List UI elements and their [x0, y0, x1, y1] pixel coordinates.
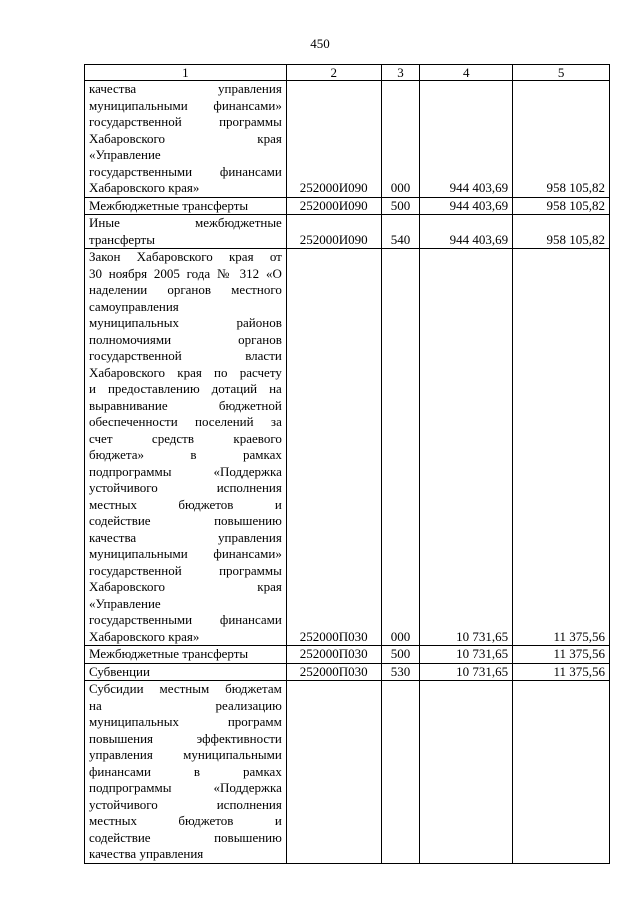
description-line: наделении органов местного — [89, 282, 282, 297]
description-line: подпрограммы «Поддержка — [89, 463, 282, 479]
expense-type-code — [381, 681, 420, 864]
target-article-code: 252000И090 — [286, 81, 381, 198]
description-line: муниципальных районов — [89, 315, 282, 330]
description-line: трансферты — [89, 231, 155, 247]
description-line: управления муниципальными — [89, 747, 282, 762]
description-line: и предоставлению дотаций на — [89, 381, 282, 396]
row-description — [85, 663, 287, 681]
target-article-code: 252000И090 — [286, 197, 381, 215]
amount-year-2: 11 375,56 — [513, 249, 610, 646]
expense-type-code: 500 — [381, 646, 420, 664]
description-line: местных бюджетов и — [89, 813, 282, 828]
description-line: бюджета» в рамках — [89, 447, 282, 462]
description-line: государственными финансами — [89, 163, 282, 179]
description-line: полномочиями органов — [89, 331, 282, 347]
description-line: государственной программы — [89, 114, 282, 129]
amount-year-2: 11 375,56 — [513, 663, 610, 681]
description-line: Закон Хабаровского края от — [89, 249, 282, 264]
expense-type-code: 500 — [381, 197, 420, 215]
description-line: содействие повышению — [89, 513, 282, 528]
description-line: Иные межбюджетные — [89, 215, 282, 230]
description-line: Субсидии местным бюджетам — [89, 681, 282, 696]
column-header: 2 — [286, 65, 381, 81]
amount-year-1: 944 403,69 — [420, 215, 513, 249]
column-header: 1 — [85, 65, 287, 81]
amount-year-2: 958 105,82 — [513, 215, 610, 249]
description-line: повышения эффективности — [89, 730, 282, 746]
description-line: содействие повышению — [89, 829, 282, 845]
amount-year-1: 10 731,65 — [420, 249, 513, 646]
description-line: обеспеченности поселений за — [89, 414, 282, 429]
description-line: счет средств краевого — [89, 430, 282, 446]
description-line: качества управления — [89, 81, 282, 96]
amount-year-1 — [420, 681, 513, 864]
amount-year-2: 958 105,82 — [513, 197, 610, 215]
row-description — [85, 81, 287, 198]
column-header: 5 — [513, 65, 610, 81]
table-row — [85, 197, 610, 215]
target-article-code: 252000П030 — [286, 249, 381, 646]
description-line: Хабаровского края — [89, 579, 282, 594]
description-line: качества управления — [89, 846, 204, 861]
amount-year-2: 958 105,82 — [513, 81, 610, 198]
description-line: Хабаровского края по расчету — [89, 364, 282, 380]
description-line: Субвенции — [89, 663, 150, 679]
target-article-code: 252000И090 — [286, 215, 381, 249]
description-line: самоуправления — [89, 298, 179, 314]
row-description — [85, 249, 287, 646]
row-description — [85, 197, 287, 215]
column-header: 4 — [420, 65, 513, 81]
row-description — [85, 646, 287, 664]
description-line: Межбюджетные трансферты — [89, 197, 249, 213]
description-line: государственной программы — [89, 562, 282, 578]
table-row — [85, 249, 610, 646]
page-number: 450 — [310, 36, 330, 51]
description-line: муниципальными финансами» — [89, 97, 282, 113]
description-line: «Управление — [89, 147, 161, 162]
table-row — [85, 215, 610, 249]
row-description — [85, 681, 287, 864]
description-line: устойчивого исполнения — [89, 796, 282, 812]
description-line: Хабаровского края» — [89, 628, 200, 644]
description-line: устойчивого исполнения — [89, 480, 282, 495]
table-row — [85, 663, 610, 681]
table-row — [85, 646, 610, 664]
description-line: муниципальных программ — [89, 714, 282, 729]
description-line: «Управление — [89, 595, 161, 611]
amount-year-1: 944 403,69 — [420, 197, 513, 215]
target-article-code: 252000П030 — [286, 663, 381, 681]
column-header: 3 — [381, 65, 420, 81]
description-line: Хабаровского края» — [89, 180, 200, 195]
expense-type-code: 000 — [381, 81, 420, 198]
expense-type-code: 530 — [381, 663, 420, 681]
description-line: Межбюджетные трансферты — [89, 646, 249, 661]
amount-year-2 — [513, 681, 610, 864]
description-line: 30 ноября 2005 года № 312 «О — [89, 265, 282, 281]
table-header-row — [85, 65, 610, 81]
description-line: местных бюджетов и — [89, 496, 282, 512]
description-line: государственными финансами — [89, 612, 282, 627]
description-line: финансами в рамках — [89, 763, 282, 779]
description-line: Хабаровского края — [89, 130, 282, 146]
description-line: подпрограммы «Поддержка — [89, 780, 282, 795]
description-line: муниципальными финансами» — [89, 546, 282, 561]
description-line: государственной власти — [89, 348, 282, 363]
description-line: качества управления — [89, 529, 282, 545]
amount-year-1: 944 403,69 — [420, 81, 513, 198]
amount-year-1: 10 731,65 — [420, 663, 513, 681]
description-line: на реализацию — [89, 697, 282, 713]
expense-type-code: 000 — [381, 249, 420, 646]
table-row — [85, 81, 610, 198]
expense-type-code: 540 — [381, 215, 420, 249]
table-row — [85, 681, 610, 864]
amount-year-2: 11 375,56 — [513, 646, 610, 664]
amount-year-1: 10 731,65 — [420, 646, 513, 664]
description-line: выравнивание бюджетной — [89, 397, 282, 413]
target-article-code — [286, 681, 381, 864]
row-description — [85, 215, 287, 249]
budget-table — [84, 64, 610, 864]
target-article-code: 252000П030 — [286, 646, 381, 664]
